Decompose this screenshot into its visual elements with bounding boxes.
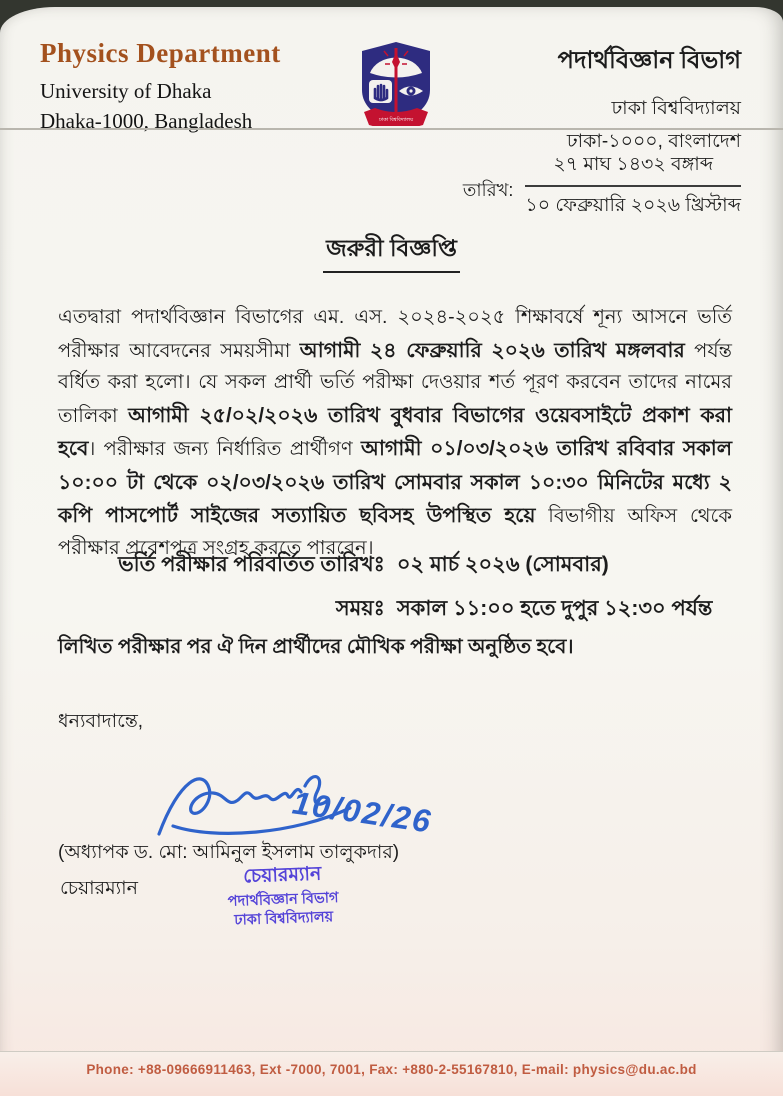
date-block: [463, 150, 741, 223]
logo-ribbon-text: ঢাকা বিশ্ববিদ্যালয়: [378, 117, 414, 123]
notice-title: জরুরী বিজ্ঞপ্তি: [323, 230, 460, 273]
chairman-office-stamp: [197, 861, 369, 931]
body-text-segment: বিভাগীয় অফিস থেকে পরীক্ষার প্রবেশপত্র সংগ্রহ করতে পারবেন।: [58, 505, 732, 560]
notice-title-row: [0, 230, 783, 273]
stamp-university: ঢাকা বিশ্ববিদ্যালয়: [234, 908, 334, 929]
header-divider: [0, 128, 783, 130]
notice-body-paragraph: [58, 302, 732, 565]
letter-footer: [0, 1051, 783, 1096]
date-values: [525, 150, 741, 223]
bangla-calendar-date: ২৭ মাঘ ১৪৩২ বঙ্গাব্দ: [525, 150, 741, 187]
address-english: Dhaka-1000, Bangladesh: [40, 109, 253, 134]
signatory-designation: চেয়ারম্যান: [60, 878, 139, 899]
university-name-bangla: ঢাকা বিশ্ববিদ্যালয়: [611, 98, 741, 119]
address-bangla: ঢাকা-১০০০, বাংলাদেশ: [566, 131, 741, 153]
date-label: তারিখ:: [462, 180, 514, 200]
viva-note-line: লিখিত পরীক্ষার পর ঐ দিন প্রার্থীদের মৌখিক পরীক্ষা অনুষ্ঠিত হবে।: [58, 636, 574, 658]
handwritten-date: 10/02/26: [290, 784, 435, 840]
department-name-bangla: পদার্থবিজ্ঞান বিভাগ: [557, 47, 741, 74]
stamp-department: পদার্থবিজ্ঞান বিভাগ: [227, 889, 339, 910]
changed-exam-date-value: ০২ মার্চ ২০২৬ (সোমবার): [396, 553, 609, 576]
stamp-designation: চেয়ারম্যান: [242, 863, 322, 888]
body-text-segment: । পরীক্ষার জন্য নির্ধারিত প্রার্থীগণ: [88, 438, 361, 461]
letterhead-bangla: [558, 42, 741, 159]
body-text-segment: এতদ্বারা পদার্থবিজ্ঞান বিভাগের এম. এস. ২০২৪-২০২৫ শিক্ষাবর্ষে শূন্য আসনে ভর্তি পরীক্ষার আবেদনের সময়সীমা: [58, 306, 732, 362]
exam-time-value: সকাল ১১:০০ হতে দুপুর ১২:৩০ পর্যন্ত: [396, 597, 713, 620]
closing-salutation: ধন্যবাদান্তে,: [58, 711, 144, 732]
changed-exam-date-label: ভর্তি পরীক্ষার পরিবর্তিত তারিখঃ: [118, 553, 385, 576]
exam-time-label: সময়ঃ: [335, 597, 385, 620]
contact-info: Phone: +88-09666911463, Ext -7000, 7001, Fax: +880-2-55167810, E-mail: physics@du.ac.bd: [86, 1062, 697, 1077]
gregorian-date: ১০ ফেব্রুয়ারি ২০২৬ খ্রিস্টাব্দ: [525, 195, 741, 216]
exam-schedule-block: [118, 548, 712, 627]
website-publish-date-bold: আগামী ২৫/০২/২০২৬ তারিখ বুধবার বিভাগের ওয়েবসাইটে প্রকাশ করা হবে: [58, 403, 732, 461]
admit-card-collection-window-bold: আগামী ০১/০৩/২০২৬ তারিখ রবিবার সকাল ১০:০০ টা থেকে ০২/০৩/২০২৬ তারিখ সোমবার সকাল ১০:৩০ মিনিটের মধ্যে ২ কপি পাসপোর্ট সাইজের সত্যায়িত ছবিসহ উপস্থিত হয়ে: [58, 437, 732, 528]
university-name-english: University of Dhaka: [40, 79, 212, 103]
signatory-name: (অধ্যাপক ড. মো: আমিনুল ইসলাম তালুকদার): [58, 842, 400, 863]
department-name-english: Physics Department: [40, 38, 281, 68]
university-crest-icon: [357, 40, 435, 126]
extended-deadline-bold: আগামী ২৪ ফেব্রুয়ারি ২০২৬ তারিখ মঙ্গলবার: [299, 338, 685, 362]
letterhead-english: [40, 38, 281, 137]
body-text-segment: পর্যন্ত বর্ধিত করা হলো। যে সকল প্রার্থী ভর্তি পরীক্ষা দেওয়ার শর্ত পূরণ করবেন তাদের নামের তালিকা: [58, 339, 732, 427]
university-logo: [357, 40, 435, 126]
